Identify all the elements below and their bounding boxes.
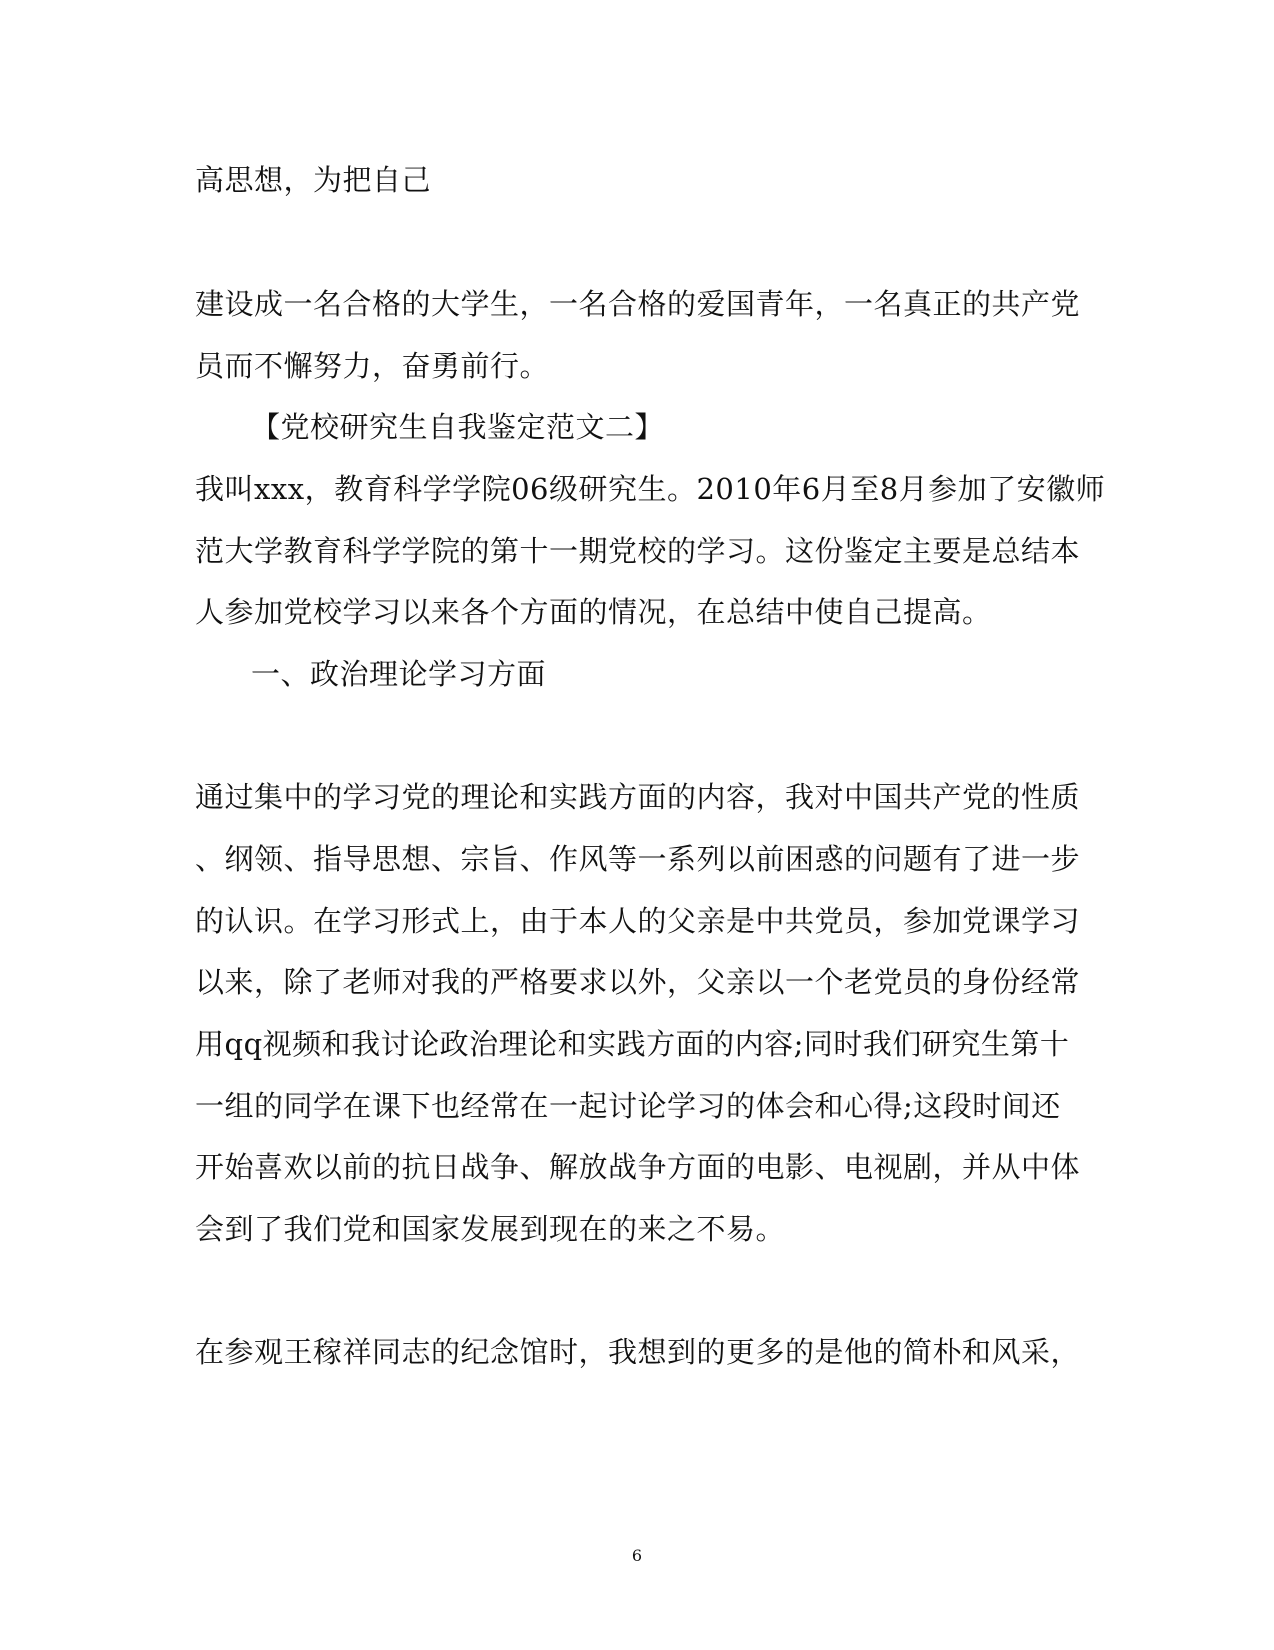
text-line: 的认识。在学习形式上，由于本人的父亲是中共党员，参加党课学习 [195, 904, 1081, 938]
page-number: 6 [631, 1546, 643, 1565]
text-line: 建设成一名合格的大学生，一名合格的爱国青年，一名真正的共产党 [195, 287, 1081, 321]
text-line: 人参加党校学习以来各个方面的情况，在总结中使自己提高。 [195, 595, 992, 629]
text-line: 在参观王稼祥同志的纪念馆时，我想到的更多的是他的简朴和风采， [195, 1335, 1081, 1369]
subsection-heading: 一、政治理论学习方面 [251, 657, 547, 691]
text-line: 开始喜欢以前的抗日战争、解放战争方面的电影、电视剧，并从中体 [195, 1150, 1081, 1184]
text-line: 员而不懈努力，奋勇前行。 [195, 349, 550, 383]
text-line: 我叫xxx，教育科学学院06级研究生。2010年6月至8月参加了安徽师 [195, 472, 1106, 506]
text-line: 会到了我们党和国家发展到现在的来之不易。 [195, 1212, 786, 1246]
section-heading: 【党校研究生自我鉴定范文二】 [251, 410, 665, 444]
text-line: 通过集中的学习党的理论和实践方面的内容，我对中国共产党的性质 [195, 780, 1081, 814]
text-line: 以来，除了老师对我的严格要求以外，父亲以一个老党员的身份经常 [195, 965, 1081, 999]
text-line: 一组的同学在课下也经常在一起讨论学习的体会和心得;这段时间还 [195, 1089, 1061, 1123]
text-line: 范大学教育科学学院的第十一期党校的学习。这份鉴定主要是总结本 [195, 534, 1081, 568]
text-line: 、纲领、指导思想、宗旨、作风等一系列以前困惑的问题有了进一步 [195, 842, 1081, 876]
text-line: 用qq视频和我讨论政治理论和实践方面的内容;同时我们研究生第十 [195, 1027, 1070, 1061]
text-line: 高思想，为把自己 [195, 163, 432, 197]
